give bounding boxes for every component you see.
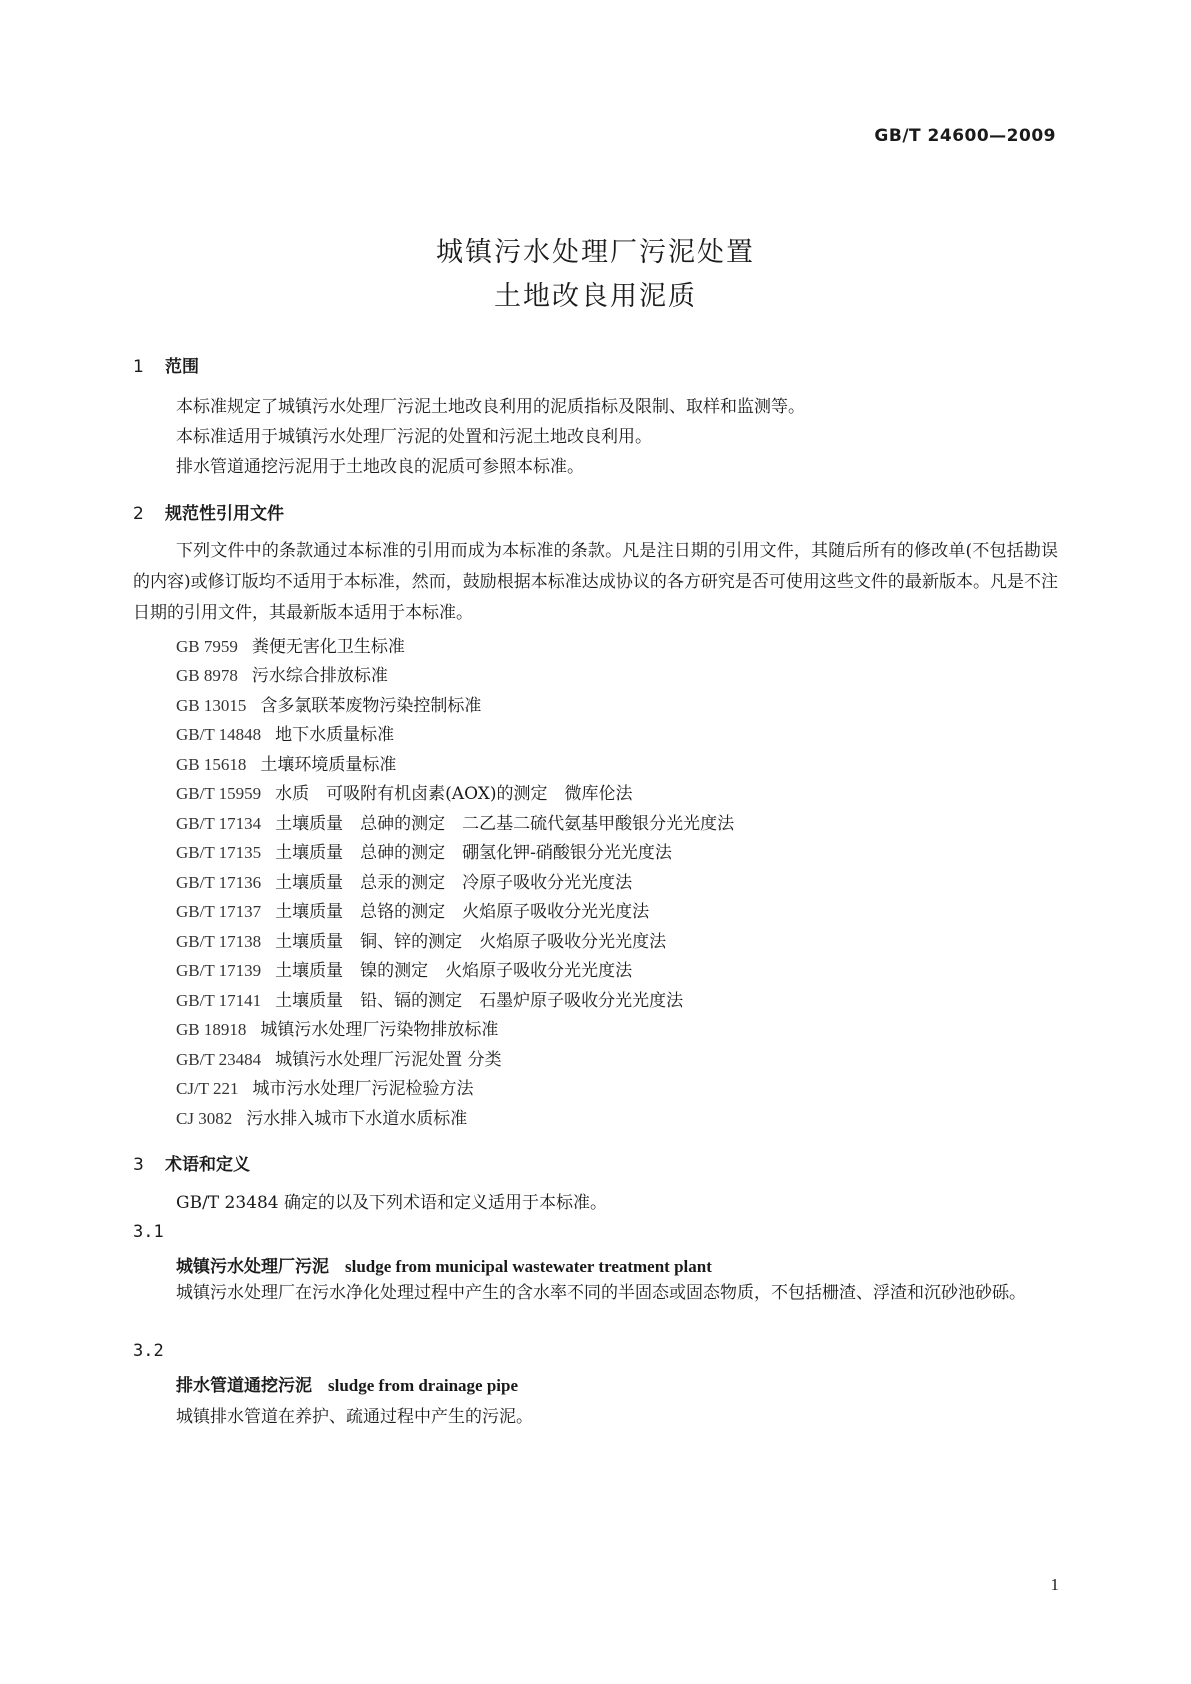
reference-item [176,1045,502,1070]
reference-code: GB/T 17139 [176,961,262,980]
section-heading-normative-references [133,499,284,524]
section-number: 1 [133,357,144,377]
reference-code: GB/T 17135 [176,843,262,862]
reference-code: GB 8978 [176,666,238,685]
term-zh: 排水管道通挖污泥 [176,1376,312,1396]
scope-paragraph: 本标准适用于城镇污水处理厂污泥的处置和污泥土地改良利用。 [176,427,652,447]
reference-code: CJ/T 221 [176,1079,239,1098]
reference-title: 城市污水处理厂污泥检验方法 [252,1079,474,1099]
terms-intro: GB/T 23484 确定的以及下列术语和定义适用于本标准。 [176,1193,608,1213]
reference-item [176,809,734,834]
reference-title: 土壤质量 镍的测定 火焰原子吸收分光光度法 [275,961,633,981]
reference-title: 污水排入城市下水道水质标准 [246,1109,468,1129]
reference-title: 土壤质量 铜、锌的测定 火焰原子吸收分光光度法 [275,932,667,952]
reference-code: GB/T 17141 [176,991,262,1010]
document-title-line-1: 城镇污水处理厂污泥处置 [436,237,755,268]
reference-code: GB 13015 [176,696,247,715]
reference-code: GB/T 15959 [176,784,262,803]
reference-item [176,1015,498,1040]
reference-title: 污水综合排放标准 [251,666,388,686]
reference-title: 土壤质量 总铬的测定 火焰原子吸收分光光度法 [275,902,650,922]
reference-code: GB/T 17138 [176,932,262,951]
reference-title: 地下水质量标准 [275,725,395,745]
reference-code: CJ 3082 [176,1109,233,1128]
reference-title: 土壤质量 总汞的测定 冷原子吸收分光光度法 [275,873,633,893]
reference-title: 城镇污水处理厂污泥处置 分类 [275,1050,502,1070]
reference-item [176,897,649,922]
reference-item [176,632,405,657]
reference-item [176,661,388,686]
reference-title: 城镇污水处理厂污染物排放标准 [260,1020,499,1040]
section-title: 范围 [165,357,199,377]
term-en: sludge from municipal wastewater treatment plant [345,1257,712,1276]
reference-title: 土壤质量 铅、镉的测定 石墨炉原子吸收分光光度法 [275,991,684,1011]
section-number: 3 [133,1155,144,1175]
reference-code: GB/T 23484 [176,1050,262,1069]
reference-item [176,691,481,716]
section-title: 规范性引用文件 [165,504,284,524]
reference-code: GB/T 17134 [176,814,262,833]
reference-item [176,986,683,1011]
reference-item [176,1074,474,1099]
term-definition: 城镇污水处理厂在污水净化处理过程中产生的含水率不同的半固态或固态物质，不包括栅渣、浮渣和沉砂池砂砾。 [176,1283,1026,1303]
scope-paragraph: 排水管道通挖污泥用于土地改良的泥质可参照本标准。 [176,457,584,477]
term-number: 3.1 [133,1222,164,1242]
reference-code: GB 18918 [176,1020,247,1039]
scope-paragraph: 本标准规定了城镇污水处理厂污泥土地改良利用的泥质指标及限制、取样和监测等。 [176,397,805,417]
document-title-line-2: 土地改良用泥质 [494,281,697,312]
reference-item [176,750,396,775]
reference-item [176,956,632,981]
section-number: 2 [133,504,144,524]
reference-item [176,868,632,893]
reference-item [176,1104,467,1129]
term-entry [176,1252,712,1277]
section-title: 术语和定义 [165,1155,250,1175]
section-heading-terms [133,1150,250,1175]
reference-title: 土壤质量 总砷的测定 二乙基二硫代氨基甲酸银分光光度法 [275,814,735,834]
page-number: 1 [1050,1575,1059,1594]
reference-code: GB 15618 [176,755,247,774]
reference-code: GB/T 17137 [176,902,262,921]
reference-title: 水质 可吸附有机卤素(AOX)的测定 微库伦法 [275,784,633,804]
standard-code: GB/T 24600—2009 [874,126,1056,146]
reference-item [176,779,632,804]
reference-code: GB/T 17136 [176,873,262,892]
reference-title: 土壤环境质量标准 [260,755,397,775]
reference-code: GB/T 14848 [176,725,262,744]
reference-title: 含多氯联苯废物污染控制标准 [260,696,482,716]
reference-item [176,838,672,863]
term-zh: 城镇污水处理厂污泥 [176,1257,329,1277]
section-heading-scope [133,352,199,377]
term-en: sludge from drainage pipe [328,1376,519,1395]
reference-title: 土壤质量 总砷的测定 硼氢化钾-硝酸银分光光度法 [275,843,672,863]
term-number: 3.2 [133,1341,164,1361]
reference-title: 粪便无害化卫生标准 [251,637,405,657]
reference-code: GB 7959 [176,637,238,656]
term-entry [176,1371,518,1396]
reference-item [176,720,394,745]
normative-refs-intro: 下列文件中的条款通过本标准的引用而成为本标准的条款。凡是注日期的引用文件，其随后所有的修改单(不包括勘误的内容)或修订版均不适用于本标准，然而，鼓励根据本标准达成协议的各方研究是否可使用这些文件的最新版本。凡是不注日期的引用文件，其最新版本适用于本标准。 [133,541,1058,623]
term-definition: 城镇排水管道在养护、疏通过程中产生的污泥。 [176,1407,533,1427]
reference-item [176,927,666,952]
